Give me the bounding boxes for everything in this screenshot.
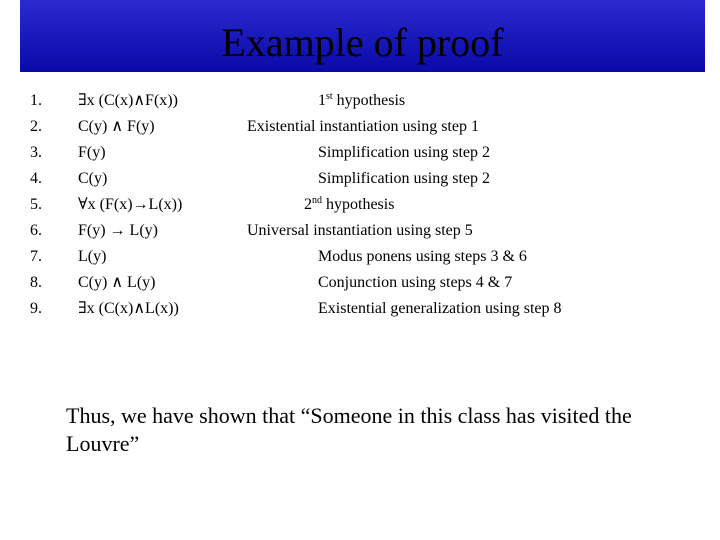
reason-superscript: nd bbox=[312, 195, 322, 206]
reason-text-tail: hypothesis bbox=[332, 92, 406, 109]
step-number: 9. bbox=[30, 300, 42, 317]
title-bar bbox=[20, 0, 705, 72]
reason-text: 1 bbox=[318, 92, 326, 109]
proof-step-1 bbox=[0, 88, 720, 114]
step-number: 5. bbox=[30, 196, 42, 213]
step-statement: L(y) bbox=[78, 248, 107, 265]
reason-text-tail: hypothesis bbox=[322, 196, 395, 213]
step-reason: Existential instantiation using step 1 bbox=[247, 118, 479, 135]
proof-step-2 bbox=[0, 114, 720, 140]
step-statement: ∃x (C(x)∧L(x)) bbox=[78, 300, 179, 317]
proof-step-8 bbox=[0, 270, 720, 296]
step-number: 1. bbox=[30, 92, 42, 109]
step-number: 3. bbox=[30, 144, 42, 161]
step-statement: F(y) bbox=[78, 144, 106, 161]
step-statement: ∃x (C(x)∧F(x)) bbox=[78, 92, 178, 109]
conclusion-text: Thus, we have shown that “Someone in this class has visited the Louvre” bbox=[66, 403, 632, 456]
proof-step-6 bbox=[0, 218, 720, 244]
step-reason bbox=[304, 192, 394, 218]
step-statement: ∀x (F(x)→L(x)) bbox=[78, 196, 183, 213]
step-reason: Conjunction using steps 4 & 7 bbox=[318, 274, 513, 291]
step-reason: Universal instantiation using step 5 bbox=[247, 222, 473, 239]
step-number: 2. bbox=[30, 118, 42, 135]
step-statement: C(y) ∧ F(y) bbox=[78, 118, 155, 135]
step-number: 7. bbox=[30, 248, 42, 265]
step-reason: Simplification using step 2 bbox=[318, 170, 490, 187]
proof-step-3 bbox=[0, 140, 720, 166]
proof-step-7 bbox=[0, 244, 720, 270]
step-reason: Existential generalization using step 8 bbox=[318, 300, 562, 317]
step-reason bbox=[318, 88, 405, 114]
step-statement: C(y) bbox=[78, 170, 108, 187]
step-reason: Simplification using step 2 bbox=[318, 144, 490, 161]
step-number: 6. bbox=[30, 222, 42, 239]
reason-text: 2 bbox=[304, 196, 312, 213]
reason-superscript: st bbox=[326, 91, 333, 102]
proof-step-4 bbox=[0, 166, 720, 192]
proof-step-9 bbox=[0, 296, 720, 322]
step-number: 8. bbox=[30, 274, 42, 291]
step-statement: F(y) → L(y) bbox=[78, 222, 158, 239]
proof-step-5 bbox=[0, 192, 720, 218]
step-statement: C(y) ∧ L(y) bbox=[78, 274, 156, 291]
slide-title: Example of proof bbox=[221, 20, 504, 65]
step-reason: Modus ponens using steps 3 & 6 bbox=[318, 248, 527, 265]
step-number: 4. bbox=[30, 170, 42, 187]
